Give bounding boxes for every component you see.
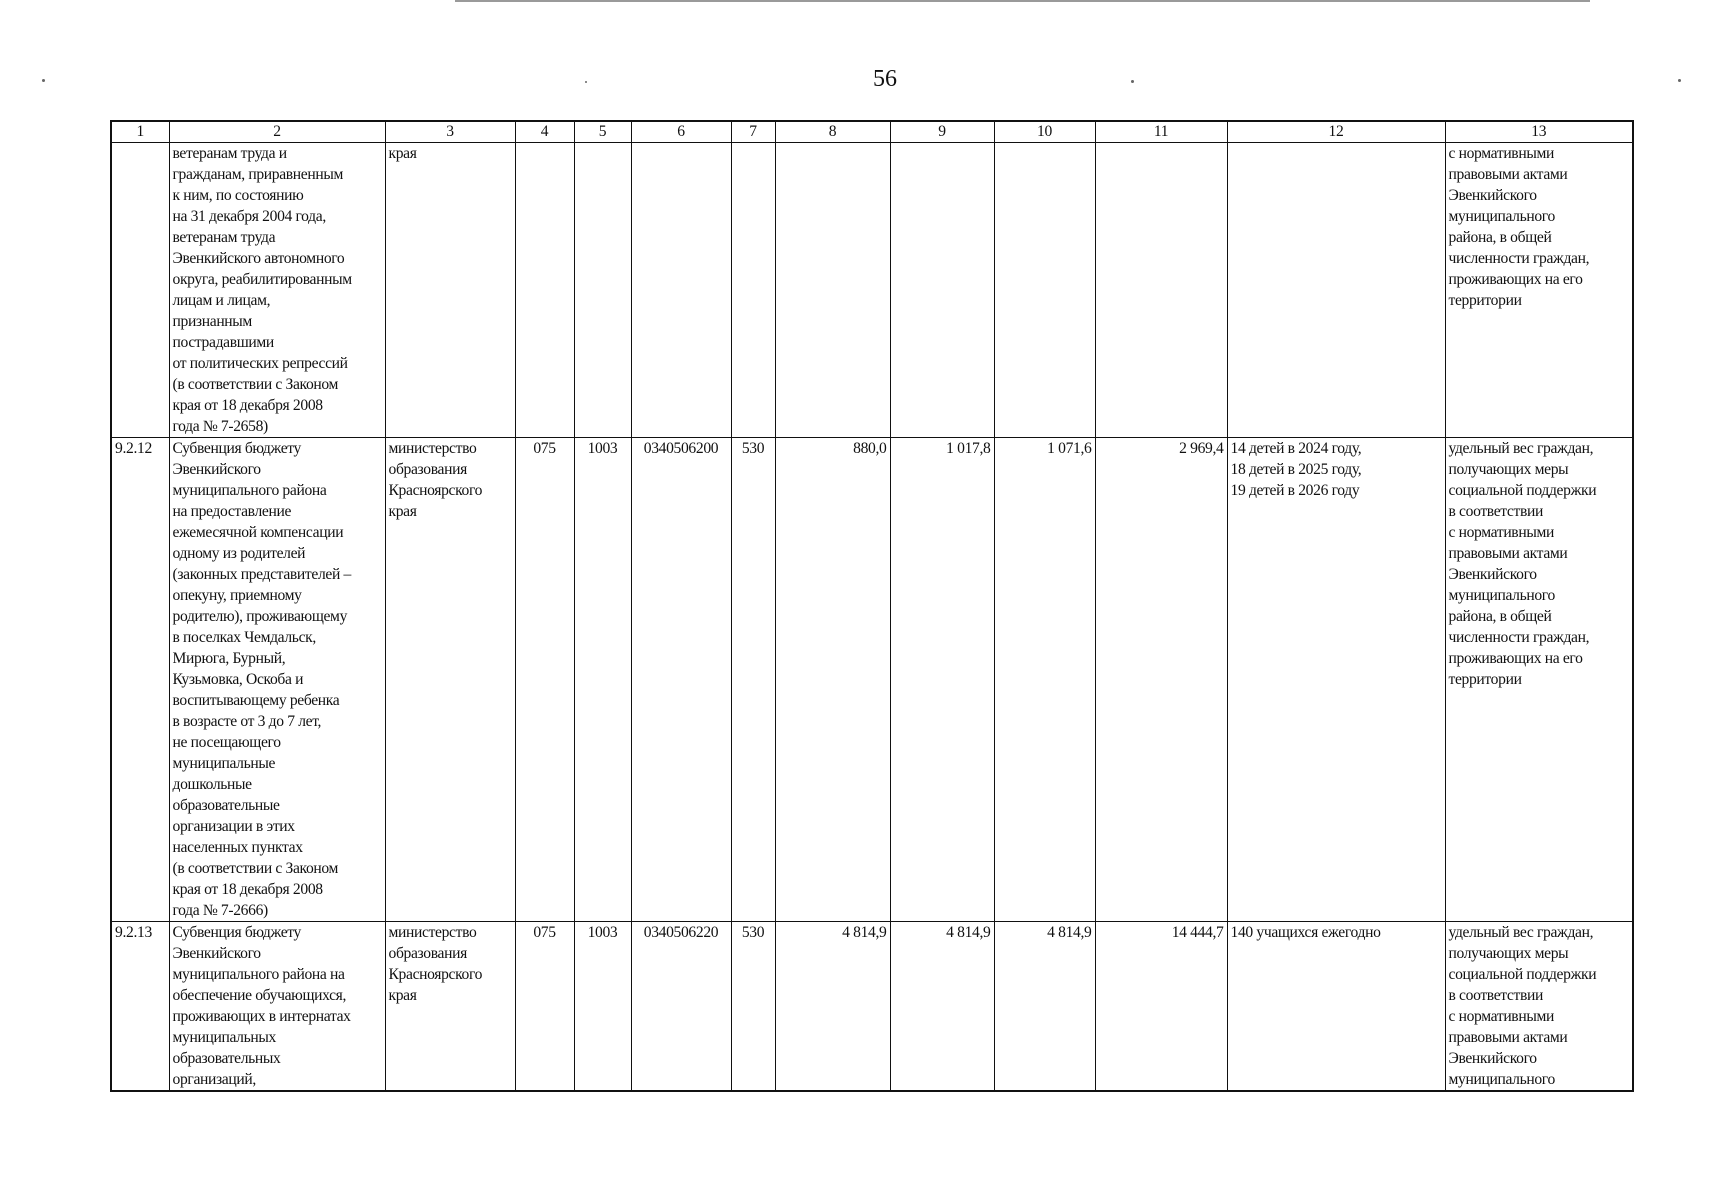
indicator: удельный вес граждан, получающих меры социальной поддержки в соответствии с нормативными правовыми актами Эвенкийского муниципального <box>1445 922 1633 1092</box>
measure-name: Субвенция бюджету Эвенкийского муниципального района на обеспечение обучающихся, проживающих в интернатах муниципальных образовательных организаций, <box>169 922 385 1092</box>
amount-total <box>1095 143 1227 438</box>
measure-name: ветеранам труда и гражданам, приравненным к ним, по состоянию на 31 декабря 2004 года, ветеранам труда Эвенкийского автономного округа, реабилитированным лицам и лицам, признанным пострадавшими от политических репрессий (в соответствии с Законом края от 18 декабря 2008 года № 7-2658) <box>169 143 385 438</box>
amount-col-8 <box>775 143 890 438</box>
table-header-row <box>111 121 1633 143</box>
column-header: 12 <box>1227 121 1445 143</box>
administrator: министерство образования Красноярского края <box>385 438 515 922</box>
scan-top-border <box>455 0 1590 2</box>
grbs-code: 075 <box>515 438 574 922</box>
column-header: 10 <box>994 121 1095 143</box>
row-index <box>111 143 169 438</box>
expense-type-code: 530 <box>731 922 775 1092</box>
expense-type-code: 530 <box>731 438 775 922</box>
administrator: края <box>385 143 515 438</box>
amount-col-9: 1 017,8 <box>890 438 994 922</box>
page-number: 56 <box>873 66 897 92</box>
target-article-code: 0340506200 <box>631 438 731 922</box>
column-header: 1 <box>111 121 169 143</box>
administrator: министерство образования Красноярского края <box>385 922 515 1092</box>
amount-col-10: 4 814,9 <box>994 922 1095 1092</box>
section-code <box>574 143 631 438</box>
table-row-continuation <box>111 143 1633 438</box>
column-header: 7 <box>731 121 775 143</box>
column-header: 9 <box>890 121 994 143</box>
expected-result: 14 детей в 2024 году, 18 детей в 2025 году, 19 детей в 2026 году <box>1227 438 1445 922</box>
column-header: 3 <box>385 121 515 143</box>
table-row <box>111 922 1633 1092</box>
amount-col-10: 1 071,6 <box>994 438 1095 922</box>
amount-col-9: 4 814,9 <box>890 922 994 1092</box>
indicator: с нормативными правовыми актами Эвенкийского муниципального района, в общей численности граждан, проживающих на его территории <box>1445 143 1633 438</box>
amount-total: 14 444,7 <box>1095 922 1227 1092</box>
section-code: 1003 <box>574 922 631 1092</box>
grbs-code <box>515 143 574 438</box>
amount-col-9 <box>890 143 994 438</box>
column-header: 5 <box>574 121 631 143</box>
budget-measures-table <box>110 120 1634 1092</box>
grbs-code: 075 <box>515 922 574 1092</box>
target-article-code <box>631 143 731 438</box>
column-header: 13 <box>1445 121 1633 143</box>
row-index: 9.2.12 <box>111 438 169 922</box>
measure-name: Субвенция бюджету Эвенкийского муниципального района на предоставление ежемесячной компенсации одному из родителей (законных представителей – опекуну, приемному родителю), проживающему в поселках Чемдальск, Мирюга, Бурный, Кузьмовка, Оскоба и воспитывающему ребенка в возрасте от 3 до 7 лет, не посещающего муниципальные дошкольные образовательные организации в этих населенных пунктах (в соответствии с Законом края от 18 декабря 2008 года № 7-2666) <box>169 438 385 922</box>
expense-type-code <box>731 143 775 438</box>
amount-col-10 <box>994 143 1095 438</box>
column-header: 4 <box>515 121 574 143</box>
column-header: 8 <box>775 121 890 143</box>
expected-result <box>1227 143 1445 438</box>
amount-col-8: 4 814,9 <box>775 922 890 1092</box>
column-header: 2 <box>169 121 385 143</box>
target-article-code: 0340506220 <box>631 922 731 1092</box>
indicator: удельный вес граждан, получающих меры социальной поддержки в соответствии с нормативными правовыми актами Эвенкийского муниципального района, в общей численности граждан, проживающих на его территории <box>1445 438 1633 922</box>
amount-total: 2 969,4 <box>1095 438 1227 922</box>
column-header: 6 <box>631 121 731 143</box>
row-index: 9.2.13 <box>111 922 169 1092</box>
section-code: 1003 <box>574 438 631 922</box>
expected-result: 140 учащихся ежегодно <box>1227 922 1445 1092</box>
table-row <box>111 438 1633 922</box>
column-header: 11 <box>1095 121 1227 143</box>
amount-col-8: 880,0 <box>775 438 890 922</box>
